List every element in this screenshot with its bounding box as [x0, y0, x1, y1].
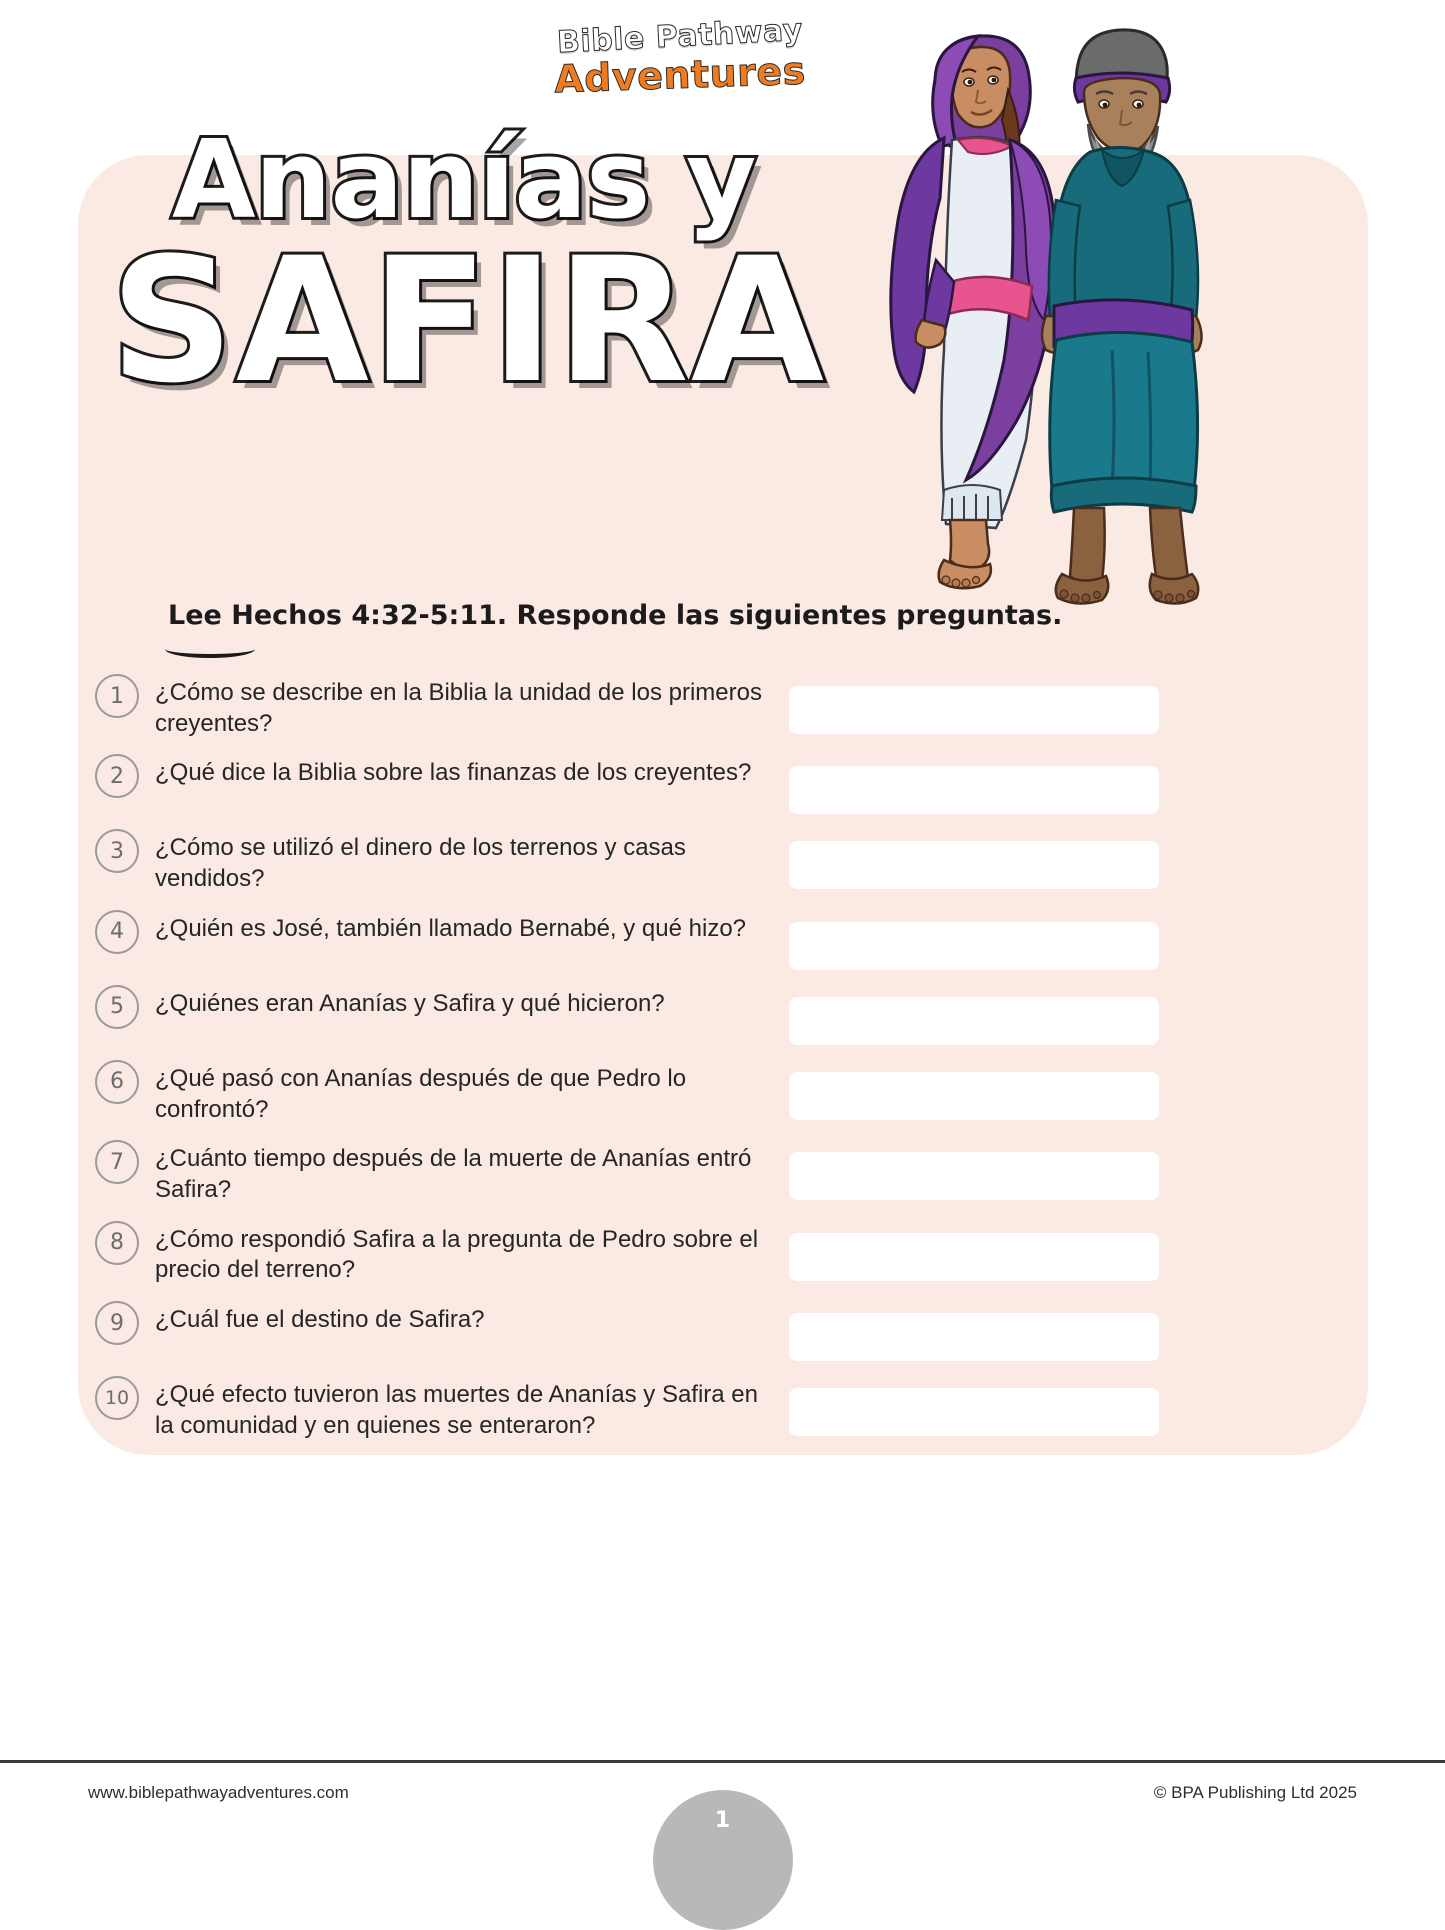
question-row — [95, 825, 1295, 894]
question-row — [95, 1297, 1295, 1361]
question-text: ¿Quiénes eran Ananías y Safira y qué hicieron? — [155, 989, 665, 1017]
questions-list — [95, 670, 1295, 1453]
footer-website[interactable]: www.biblepathwayadventures.com — [88, 1783, 349, 1802]
question-number: 1 — [95, 674, 139, 718]
question-number: 7 — [95, 1140, 139, 1184]
answer-field[interactable] — [789, 841, 1159, 889]
question-row — [95, 906, 1295, 970]
question-text: ¿Qué dice la Biblia sobre las finanzas de los creyentes? — [155, 759, 752, 787]
question-text: ¿Cuál fue el destino de Safira? — [155, 1306, 485, 1334]
answer-field[interactable] — [789, 1152, 1159, 1200]
page-title-line1: Ananías y — [172, 118, 756, 243]
question-row — [95, 1217, 1295, 1286]
answer-field[interactable] — [789, 686, 1159, 734]
question-text: ¿Cómo respondió Safira a la pregunta de Pedro sobre el precio del terreno? — [155, 1225, 759, 1284]
page-title-line2: SAFIRA — [110, 219, 827, 421]
question-row — [95, 1372, 1295, 1441]
question-number: 2 — [95, 754, 139, 798]
question-text: ¿Qué efecto tuvieron las muertes de Ananías y Safira en la comunidad y en quienes se enteraron? — [155, 1381, 758, 1439]
footer-divider — [0, 1760, 1445, 1763]
question-row — [95, 981, 1295, 1045]
answer-field[interactable] — [789, 1313, 1159, 1361]
ananias-and-sapphira-illustration — [840, 20, 1270, 620]
page-number: 1 — [653, 1790, 793, 1930]
question-number: 3 — [95, 829, 139, 873]
question-text: ¿Cómo se describe en la Biblia la unidad de los primeros creyentes? — [155, 679, 762, 737]
brand-logo-line2: Adventures — [553, 48, 807, 102]
answer-field[interactable] — [789, 1072, 1159, 1120]
answer-field[interactable] — [789, 766, 1159, 814]
question-number: 4 — [95, 910, 139, 954]
question-row — [95, 750, 1295, 814]
question-number: 9 — [95, 1301, 139, 1345]
question-text: ¿Cómo se utilizó el dinero de los terrenos y casas vendidos? — [155, 834, 686, 893]
question-number: 10 — [95, 1376, 139, 1420]
page-title — [110, 118, 830, 421]
instruction-underline — [165, 640, 255, 658]
answer-field[interactable] — [789, 997, 1159, 1045]
question-number: 8 — [95, 1221, 139, 1265]
question-number: 6 — [95, 1060, 139, 1104]
question-text: ¿Cuánto tiempo después de la muerte de Ananías entró Safira? — [155, 1145, 752, 1204]
question-number: 5 — [95, 985, 139, 1029]
question-row — [95, 670, 1295, 739]
answer-field[interactable] — [789, 922, 1159, 970]
question-text: ¿Qué pasó con Ananías después de que Pedro lo confrontó? — [155, 1064, 687, 1123]
answer-field[interactable] — [789, 1233, 1159, 1281]
footer-copyright: © BPA Publishing Ltd 2025 — [1153, 1783, 1357, 1802]
brand-logo-line1: Bible Pathway — [556, 12, 804, 61]
question-text: ¿Quién es José, también llamado Bernabé, y qué hizo? — [155, 914, 747, 942]
answer-field[interactable] — [789, 1388, 1159, 1436]
instruction-text: Lee Hechos 4:32-5:11. Responde las siguientes preguntas. — [168, 600, 1063, 631]
question-row — [95, 1056, 1295, 1125]
question-row — [95, 1136, 1295, 1205]
brand-logo — [530, 12, 830, 102]
